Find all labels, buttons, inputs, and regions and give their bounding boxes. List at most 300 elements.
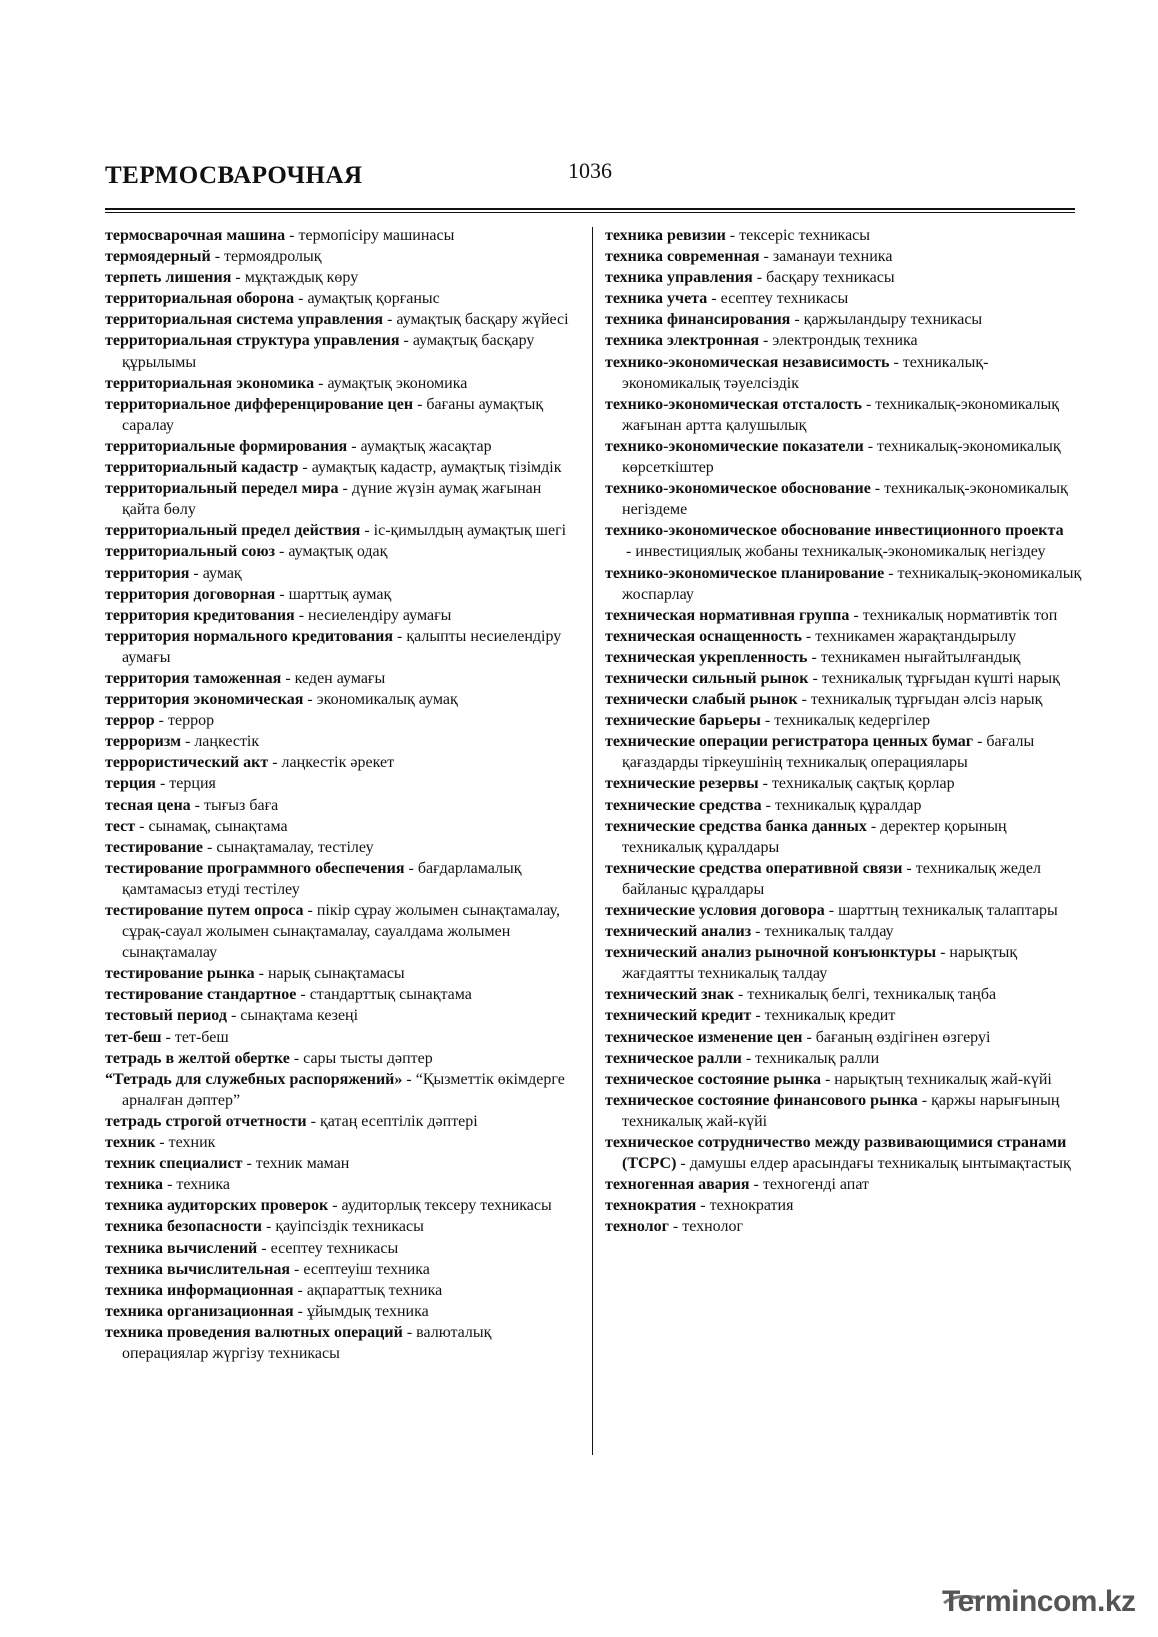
entry-translation: лаңкестік: [194, 733, 260, 751]
entry-dash: -: [155, 775, 170, 793]
entry-dash: -: [393, 627, 407, 645]
entry-dash: -: [402, 1070, 416, 1088]
dictionary-entry: [605, 1090, 1083, 1132]
entry-translation: бағаны аумақтық саралау: [122, 395, 544, 434]
entry-translation: техникамен жарақтандырылу: [815, 627, 1017, 645]
entry-term: техническое сотрудничество между развивающимися странами (ТСРС): [605, 1134, 1067, 1173]
entry-term: техника информационная: [105, 1281, 294, 1299]
entry-dash: -: [161, 1028, 175, 1046]
entry-translation: бағдарламалық қамтамасыз етуді тестілеу: [122, 859, 522, 898]
entry-dash: -: [268, 754, 282, 772]
entry-term: тетрадь строгой отчетности: [105, 1112, 307, 1130]
entry-translation: технократия: [709, 1197, 794, 1215]
entry-dash: -: [383, 311, 397, 329]
dictionary-entry: [605, 1216, 1083, 1237]
dictionary-entry: [605, 288, 1083, 309]
entry-dash: -: [824, 902, 839, 919]
entry-term: технические средства банка данных: [605, 817, 867, 835]
entry-translation: деректер қорының техникалық құралдары: [622, 817, 1007, 856]
entry-dash: -: [758, 775, 772, 793]
entry-term: территориальный союз: [105, 543, 276, 561]
dictionary-entry: [105, 984, 575, 1005]
dictionary-entry: [105, 1301, 575, 1322]
entry-translation: террор: [167, 712, 215, 730]
entry-translation: аумақтық жасақтар: [360, 437, 492, 455]
entry-translation: қауіпсіздік техникасы: [275, 1218, 424, 1236]
entry-term: технические средства оперативной связи: [605, 859, 903, 877]
entry-translation: есептеуіш техника: [303, 1260, 430, 1278]
entry-term: территориальная структура управления: [105, 332, 400, 350]
entry-translation: аумақтық экономика: [327, 374, 468, 392]
entry-dash: -: [293, 1302, 307, 1320]
entry-dash: -: [820, 1070, 835, 1088]
dictionary-entry: [605, 816, 1083, 858]
entry-translation: сары тысты дәптер: [303, 1049, 433, 1067]
dictionary-entry: [605, 436, 1083, 478]
entry-dash: -: [275, 585, 289, 603]
entry-term: техника аудиторских проверок: [105, 1197, 329, 1215]
entry-dash: -: [231, 269, 245, 287]
entry-dash: -: [759, 332, 773, 350]
entry-translation: шарттық аумақ: [288, 585, 392, 603]
entry-dash: -: [870, 480, 885, 498]
entry-translation: техникалық кедергілер: [774, 712, 931, 730]
entry-translation: нарық сынақтамасы: [267, 965, 405, 983]
dictionary-entry: [105, 816, 575, 837]
entry-translation: нарықтық жағдаятты техникалық талдау: [622, 944, 1018, 983]
dictionary-entry: [605, 984, 1083, 1005]
entry-term: техника проведения валютных операций: [105, 1323, 403, 1341]
entry-term: техника вычислений: [105, 1239, 258, 1257]
entry-dash: -: [294, 290, 308, 308]
entry-dash: -: [861, 395, 876, 413]
dictionary-entry: [605, 330, 1083, 351]
entry-translation: басқару техникасы: [766, 269, 895, 287]
entry-dash: -: [863, 437, 878, 455]
entry-translation: қалыпты несиелендіру аумағы: [122, 627, 562, 666]
entry-translation: қаржы нарығының техникалық жай-күйі: [622, 1091, 1060, 1130]
dictionary-entry: [105, 541, 575, 562]
entry-term: территориальная экономика: [105, 374, 315, 392]
entry-term: территория договорная: [105, 585, 276, 603]
entry-term: техническая укрепленность: [605, 648, 808, 666]
entry-term: терпеть лишения: [105, 269, 232, 287]
entry-term: технолог: [605, 1218, 669, 1236]
entry-translation: несиелендіру аумағы: [308, 606, 452, 624]
site-watermark: [942, 1585, 1142, 1625]
entry-dash: -: [801, 627, 816, 645]
entry-dash: -: [314, 374, 328, 392]
entry-dash: -: [725, 227, 740, 244]
dictionary-entry: [105, 731, 575, 752]
entry-term: техника финансирования: [605, 311, 791, 329]
header-rule: [105, 208, 1075, 210]
entry-translation: экономикалық аумақ: [316, 691, 458, 709]
entry-translation: есептеу техникасы: [270, 1239, 399, 1257]
entry-dash: -: [707, 290, 721, 308]
dictionary-entry: [105, 563, 575, 584]
dictionary-entry: [105, 1153, 575, 1174]
dictionary-entry: [105, 773, 575, 794]
entry-term: тестирование стандартное: [105, 986, 297, 1004]
entry-dash: -: [734, 986, 748, 1004]
dictionary-entry: [605, 246, 1083, 267]
dictionary-entry: [605, 1174, 1083, 1195]
entry-dash: -: [226, 1007, 241, 1025]
entry-dash: -: [154, 712, 168, 730]
entry-term: территория таможенная: [105, 669, 282, 687]
entry-term: техник: [105, 1134, 156, 1152]
entry-translation: валюталық операциялар жүргізу техникасы: [122, 1323, 492, 1362]
entry-dash: -: [676, 1155, 690, 1173]
dictionary-entry: [105, 752, 575, 773]
dictionary-entry: [105, 288, 575, 309]
entry-term: техника: [105, 1176, 164, 1194]
header-rule-thin: [105, 212, 1075, 213]
entry-dash: -: [761, 796, 775, 814]
entry-dash: -: [257, 1239, 271, 1257]
entry-dash: -: [189, 564, 203, 582]
entry-dash: -: [306, 1112, 320, 1130]
entry-translation: іс-қимылдың аумақтық шегі: [373, 522, 567, 540]
entry-translation: терция: [169, 775, 216, 793]
entry-term: технико-экономическое обоснование: [605, 480, 871, 498]
dictionary-entry: [605, 942, 1083, 984]
entry-translation: есептеу техникасы: [720, 290, 849, 308]
page-number: 1036: [568, 158, 612, 183]
entry-dash: -: [807, 648, 821, 666]
entry-translation: техникалық талдау: [764, 923, 894, 941]
page-header: [105, 158, 1075, 198]
dictionary-entry: [605, 921, 1083, 942]
entry-dash: -: [285, 227, 299, 244]
column-divider: [592, 227, 593, 1455]
entry-translation: техникалық-экономикалық тәуелсіздік: [622, 353, 989, 392]
right-column: [605, 225, 1083, 1238]
entry-term: тесная цена: [105, 796, 191, 814]
entry-translation: сынақтамалау, тестілеу: [216, 838, 374, 856]
entry-dash: -: [254, 965, 268, 983]
dictionary-entry: [605, 1005, 1083, 1026]
entry-dash: -: [262, 1218, 276, 1236]
entry-translation: шарттың техникалық талаптары: [838, 902, 1058, 919]
entry-translation: техникалық-экономикалық негіздеме: [622, 480, 1068, 519]
entry-translation: аумақтық одақ: [288, 543, 388, 561]
dictionary-entry: [105, 1259, 575, 1280]
dictionary-entry: [105, 1069, 575, 1111]
dictionary-entry: [605, 563, 1083, 605]
dictionary-entry: [605, 858, 1083, 900]
entry-dash: -: [752, 269, 767, 287]
dictionary-entry: [105, 1027, 575, 1048]
entry-dash: -: [163, 1176, 177, 1194]
entry-translation: техногенді апат: [762, 1176, 870, 1194]
entry-term: техника управления: [605, 269, 753, 287]
dictionary-entry: [605, 1069, 1083, 1090]
entry-translation: бағаның өздігінен өзгеруі: [815, 1028, 991, 1046]
entry-term: территория: [105, 564, 190, 582]
entry-term: тетрадь в желтой обертке: [105, 1049, 290, 1067]
dictionary-entry: [105, 626, 575, 668]
entry-term: технический знак: [605, 986, 735, 1004]
entry-term: технические средства: [605, 796, 762, 814]
entry-dash: -: [741, 1049, 756, 1067]
dictionary-entry: [105, 330, 575, 372]
entry-dash: -: [275, 543, 289, 561]
dictionary-entry: [605, 1195, 1083, 1216]
entry-dash: -: [797, 691, 811, 709]
entry-term: техническая нормативная группа: [605, 606, 850, 624]
entry-dash: -: [360, 522, 374, 540]
running-head: ТЕРМОСВАРОЧНАЯ: [105, 162, 363, 189]
entry-translation: термоядролық: [224, 248, 322, 266]
entry-translation: аудиторлық тексеру техникасы: [341, 1197, 552, 1215]
entry-translation: техник маман: [255, 1155, 350, 1173]
entry-translation: тет-беш: [174, 1028, 229, 1046]
entry-term: термосварочная машина: [105, 227, 286, 244]
dictionary-entry: [105, 1216, 575, 1237]
entry-dash: -: [338, 480, 352, 498]
entry-translation: технолог: [682, 1218, 743, 1236]
dictionary-entry: [605, 731, 1083, 773]
entry-translation: лаңкестік әрекет: [281, 754, 395, 772]
entry-translation: техникалық кредит: [764, 1007, 896, 1025]
entry-dash: -: [298, 459, 312, 477]
entry-translation: сынақтама кезеңі: [240, 1007, 359, 1025]
entry-translation: дүние жүзін аумақ жағынан қайта бөлу: [122, 480, 542, 519]
entry-translation: аумақ: [202, 564, 242, 582]
dictionary-entry: [105, 1111, 575, 1132]
entry-dash: -: [303, 902, 317, 919]
entry-term: техника организационная: [105, 1302, 294, 1320]
entry-dash: -: [328, 1197, 342, 1215]
entry-term: техническая оснащенность: [605, 627, 802, 645]
dictionary-entry: [105, 1174, 575, 1195]
entry-translation: аумақтық басқару жүйесі: [396, 311, 569, 329]
dictionary-entry: [105, 1280, 575, 1301]
entry-dash: -: [936, 944, 950, 962]
dictionary-entry: [105, 457, 575, 478]
entry-term: технико-экономическая отсталость: [605, 395, 862, 413]
entry-translation: техникалық-экономикалық жоспарлау: [622, 564, 1082, 603]
dictionary-entry: [105, 837, 575, 858]
entry-dash: -: [289, 1049, 304, 1067]
entry-term: тестирование рынка: [105, 965, 255, 983]
entry-term: технические операции регистратора ценных бумаг: [605, 733, 974, 751]
entry-term: территориальная оборона: [105, 290, 295, 308]
entry-dash: -: [399, 332, 413, 350]
entry-translation: пікір сұрау жолымен сынақтамалау, сұрақ-сауал жолымен сынақтамалау, сауалдама жолымен сынақтамалау: [122, 902, 560, 962]
entry-dash: -: [759, 248, 773, 266]
dictionary-entry: [605, 309, 1083, 330]
entry-translation: техникалық-экономикалық көрсеткіштер: [622, 437, 1061, 477]
entry-translation: қаржыландыру техникасы: [803, 311, 983, 329]
entry-term: территориальное дифференцирование цен: [105, 395, 414, 413]
entry-translation: заманауи техника: [772, 248, 893, 266]
dictionary-entry: [105, 436, 575, 457]
entry-dash: -: [884, 564, 898, 582]
entry-term: технический кредит: [605, 1007, 752, 1025]
dictionary-entry: [105, 605, 575, 626]
dictionary-entry: [605, 520, 1083, 562]
entry-translation: техника: [176, 1176, 231, 1194]
entry-dash: -: [203, 838, 217, 856]
dictionary-entry: [605, 478, 1083, 520]
dictionary-entry: [105, 795, 575, 816]
entry-translation: техникамен нығайтылғандық: [820, 648, 1021, 666]
entry-dash: -: [210, 248, 225, 266]
entry-dash: -: [242, 1155, 256, 1173]
entry-translation: техникалық тұрғыдан әлсіз нарық: [810, 691, 1043, 709]
dictionary-entry: [105, 225, 575, 246]
entry-term: техногенная авария: [605, 1176, 750, 1194]
entry-dash: -: [622, 543, 636, 561]
dictionary-entry: [605, 1048, 1083, 1069]
entry-dash: -: [668, 1218, 683, 1236]
entry-translation: кеден аумағы: [294, 669, 386, 687]
entry-dash: -: [802, 1028, 816, 1046]
entry-term: техника безопасности: [105, 1218, 262, 1236]
entry-term: территория экономическая: [105, 691, 304, 709]
entry-term: технические условия договора: [605, 902, 825, 919]
entry-dash: -: [751, 1007, 765, 1025]
dictionary-entry: [605, 605, 1083, 626]
entry-term: термоядерный: [105, 248, 211, 266]
entry-dash: -: [402, 1323, 417, 1341]
entry-term: технический анализ рыночной конъюнктуры: [605, 944, 937, 962]
entry-term: тестирование: [105, 838, 204, 856]
entry-dash: -: [917, 1091, 932, 1109]
entry-translation: аумақтық қорғаныс: [307, 290, 440, 308]
dictionary-entry: [105, 689, 575, 710]
entry-dash: -: [281, 669, 295, 687]
entry-translation: тығыз баға: [204, 796, 279, 814]
entry-dash: -: [290, 1260, 304, 1278]
entry-translation: термопісіру машинасы: [298, 227, 455, 244]
entry-translation: ұйымдық техника: [306, 1302, 429, 1320]
dictionary-entry: [605, 352, 1083, 394]
entry-term: техника ревизии: [605, 227, 726, 244]
dictionary-entry: [605, 647, 1083, 668]
entry-term: техника учета: [605, 290, 708, 308]
entry-translation: аумақтық кадастр, аумақтық тізімдік: [311, 459, 562, 477]
entry-term: тестовый период: [105, 1007, 227, 1025]
dictionary-entry: [105, 1195, 575, 1216]
entry-term: территориальный передел мира: [105, 480, 339, 498]
entry-term: территориальная система управления: [105, 311, 384, 329]
entry-term: технико-экономическая независимость: [605, 353, 890, 371]
entry-dash: -: [902, 859, 916, 877]
dictionary-entry: [105, 1005, 575, 1026]
dictionary-entry: [105, 373, 575, 394]
entry-translation: техникалық сақтық қорлар: [771, 775, 955, 793]
entry-dash: -: [404, 859, 418, 877]
entry-dash: -: [303, 691, 317, 709]
entry-term: техника вычислительная: [105, 1260, 290, 1278]
entry-translation: бағалы қағаздарды тіркеушінің техникалық операциялары: [622, 733, 1035, 772]
entry-term: техническое ралли: [605, 1049, 742, 1067]
entry-term: территория кредитования: [105, 606, 295, 624]
entry-term: техническое изменение цен: [605, 1028, 803, 1046]
entry-translation: электрондық техника: [772, 332, 918, 350]
entry-term: технико-экономические показатели: [605, 437, 864, 455]
entry-term: территориальный кадастр: [105, 459, 299, 477]
entry-translation: мұқтаждық көру: [244, 269, 359, 287]
dictionary-entry: [605, 900, 1083, 921]
entry-term: техническое состояние финансового рынка: [605, 1091, 918, 1109]
entry-term: терция: [105, 775, 156, 793]
entry-term: технические барьеры: [605, 712, 761, 730]
entry-translation: аумақтық басқару құрылымы: [122, 332, 535, 371]
dictionary-entry: [105, 963, 575, 984]
entry-translation: техникалық белгі, техникалық таңба: [747, 986, 997, 1004]
entry-dash: -: [413, 395, 427, 413]
entry-term: технически слабый рынок: [605, 691, 798, 709]
dictionary-entry: [105, 246, 575, 267]
dictionary-entry: [105, 267, 575, 288]
entry-term: технико-экономическое планирование: [605, 564, 885, 582]
entry-translation: техникалық құралдар: [774, 796, 922, 814]
dictionary-entry: [105, 710, 575, 731]
entry-translation: техникалық тұрғыдан күшті нарық: [821, 669, 1060, 687]
entry-dash: -: [155, 1134, 169, 1152]
entry-dash: -: [294, 606, 309, 624]
entry-dash: -: [751, 923, 765, 941]
left-column: [105, 225, 575, 1364]
entry-term: техническое состояние рынка: [605, 1070, 821, 1088]
entry-term: технически сильный рынок: [605, 669, 809, 687]
entry-dash: -: [696, 1197, 710, 1215]
entry-translation: “Қызметтік өкімдерге арналған дәптер”: [122, 1070, 565, 1109]
dictionary-entry: [605, 795, 1083, 816]
entry-term: техника электронная: [605, 332, 760, 350]
dictionary-entry: [105, 1132, 575, 1153]
entry-translation: техникалық ралли: [755, 1049, 880, 1067]
entry-term: терроризм: [105, 733, 181, 751]
dictionary-entry: [105, 520, 575, 541]
dictionary-entry: [105, 1048, 575, 1069]
entry-dash: -: [889, 353, 903, 371]
entry-term: технические резервы: [605, 775, 759, 793]
entry-term: “Тетрадь для служебных распоряжений»: [105, 1070, 403, 1088]
entry-dash: -: [973, 733, 987, 751]
entry-term: террор: [105, 712, 155, 730]
entry-translation: сынамақ, сынақтама: [148, 817, 288, 835]
dictionary-entry: [105, 394, 575, 436]
entry-term: технический анализ: [605, 923, 752, 941]
entry-term: тестирование программного обеспечения: [105, 859, 405, 877]
entry-translation: ақпараттық техника: [306, 1281, 443, 1299]
entry-dash: -: [296, 986, 310, 1004]
dictionary-entry: [605, 1132, 1083, 1174]
dictionary-entry: [105, 1238, 575, 1259]
entry-dash: -: [347, 437, 361, 455]
dictionary-entry: [605, 710, 1083, 731]
dictionary-entry: [605, 267, 1083, 288]
dictionary-entry: [605, 394, 1083, 436]
dictionary-entry: [605, 668, 1083, 689]
entry-dash: -: [180, 733, 195, 751]
entry-dash: -: [790, 311, 804, 329]
entry-translation: дамушы елдер арасындағы техникалық ынтымақтастық: [689, 1155, 1071, 1173]
entry-term: территория нормального кредитования: [105, 627, 394, 645]
entry-term: тет-беш: [105, 1028, 162, 1046]
dictionary-entry: [605, 689, 1083, 710]
entry-dash: -: [760, 712, 775, 730]
entry-term: техник специалист: [105, 1155, 243, 1173]
entry-translation: тексеріс техникасы: [739, 227, 871, 244]
dictionary-entry: [605, 626, 1083, 647]
